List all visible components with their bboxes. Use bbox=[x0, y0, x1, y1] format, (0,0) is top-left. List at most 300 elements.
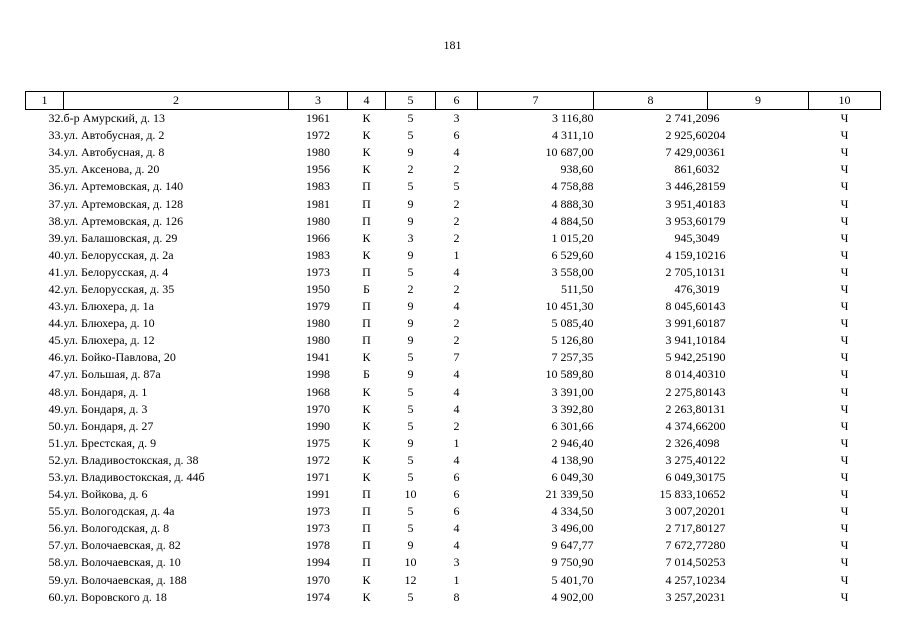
table-row bbox=[26, 315, 881, 332]
table-cell-col8: 476,30 bbox=[674, 281, 708, 296]
table-row bbox=[26, 127, 881, 144]
table-cell-col8: 3 953,60 bbox=[665, 213, 708, 228]
table-cell-col6: 8 bbox=[453, 589, 460, 604]
table-cell-col2: ул. Бондаря, д. 3 bbox=[63, 401, 148, 416]
table-cell-col2: ул. Волочаевская, д. 188 bbox=[63, 572, 187, 587]
table-cell-col4: К bbox=[362, 162, 371, 177]
table-cell-col4: К bbox=[362, 435, 371, 450]
table-cell-col4: П bbox=[362, 555, 371, 570]
table-cell-col5: 5 bbox=[407, 470, 414, 485]
table-cell-col2: ул. Белорусская, д. 35 bbox=[63, 281, 175, 296]
table-cell-col5: 5 bbox=[407, 384, 414, 399]
table-cell-col1: 49. bbox=[48, 401, 64, 416]
table-cell-col3: 1994 bbox=[306, 555, 330, 570]
table-cell-col7: 4 311,10 bbox=[551, 128, 594, 143]
table-cell-col4: П bbox=[362, 521, 371, 536]
table-cell-col7: 5 126,80 bbox=[551, 333, 594, 348]
table-cell-col3: 1973 bbox=[306, 521, 330, 536]
table-row bbox=[26, 195, 881, 212]
table-cell-col9: 201 bbox=[707, 504, 726, 519]
table-cell-col6: 4 bbox=[453, 145, 460, 160]
table-cell-col2: ул. Артемовская, д. 126 bbox=[63, 213, 184, 228]
table-row bbox=[26, 503, 881, 520]
table-cell-col4: Б bbox=[363, 367, 370, 382]
table-cell-col1: 54. bbox=[48, 487, 64, 502]
table-cell-col10: Ч bbox=[840, 572, 849, 587]
table-cell-col7: 4 138,90 bbox=[551, 452, 594, 467]
table-cell-col7: 6 529,60 bbox=[551, 247, 594, 262]
table-cell-col3: 1961 bbox=[306, 111, 330, 126]
table-cell-col4: К bbox=[362, 470, 371, 485]
table-cell-col2: ул. Балашовская, д. 29 bbox=[63, 230, 178, 245]
table-cell-col1: 40. bbox=[48, 247, 64, 262]
table-cell-col3: 1981 bbox=[306, 196, 330, 211]
table-cell-col1: 60. bbox=[48, 589, 64, 604]
table-cell-col3: 1980 bbox=[306, 145, 330, 160]
table-cell-col9: 98 bbox=[707, 435, 720, 450]
table-cell-col2: ул. Блюхера, д. 1а bbox=[63, 299, 154, 314]
column-header-3: 3 bbox=[289, 92, 348, 110]
table-cell-col2: ул. Бондаря, д. 1 bbox=[63, 384, 148, 399]
table-cell-col2: ул. Белорусская, д. 4 bbox=[63, 264, 169, 279]
table-cell-col10: Ч bbox=[840, 418, 849, 433]
table-cell-col6: 2 bbox=[453, 213, 460, 228]
table-cell-col2: б-р Амурский, д. 13 bbox=[63, 111, 165, 126]
table-cell-col3: 1990 bbox=[306, 418, 330, 433]
table-cell-col1: 34. bbox=[48, 145, 64, 160]
table-cell-col8: 3 991,60 bbox=[665, 316, 708, 331]
table-cell-col8: 8 045,60 bbox=[665, 299, 708, 314]
table-cell-col5: 2 bbox=[407, 162, 414, 177]
table-cell-col2: ул. Владивостокская, д. 44б bbox=[63, 470, 205, 485]
table-cell-col8: 4 257,10 bbox=[665, 572, 708, 587]
table-cell-col8: 945,30 bbox=[674, 230, 708, 245]
table-row bbox=[26, 537, 881, 554]
table-row bbox=[26, 332, 881, 349]
table-cell-col3: 1980 bbox=[306, 213, 330, 228]
table-cell-col9: 122 bbox=[707, 452, 726, 467]
table-cell-col10: Ч bbox=[840, 281, 849, 296]
table-cell-col10: Ч bbox=[840, 470, 849, 485]
table-cell-col7: 938,60 bbox=[560, 162, 594, 177]
table-cell-col7: 5 401,70 bbox=[551, 572, 594, 587]
table-cell-col2: ул. Артемовская, д. 140 bbox=[63, 179, 184, 194]
table-cell-col8: 2 263,80 bbox=[665, 401, 708, 416]
table-cell-col9: 310 bbox=[707, 367, 726, 382]
table-cell-col8: 3 257,20 bbox=[665, 589, 708, 604]
column-header-9: 9 bbox=[708, 92, 809, 110]
table-cell-col4: К bbox=[362, 350, 371, 365]
table-cell-col8: 4 159,10 bbox=[665, 247, 708, 262]
table-cell-col2: ул. Бойко-Павлова, 20 bbox=[63, 350, 176, 365]
column-header-10: 10 bbox=[809, 92, 881, 110]
table-cell-col9: 190 bbox=[707, 350, 726, 365]
table-cell-col7: 3 116,80 bbox=[551, 111, 594, 126]
table-cell-col3: 1956 bbox=[306, 162, 330, 177]
table-cell-col6: 2 bbox=[453, 230, 460, 245]
table-cell-col7: 4 334,50 bbox=[551, 504, 594, 519]
table-cell-col3: 1972 bbox=[306, 452, 330, 467]
table-cell-col7: 21 339,50 bbox=[545, 487, 594, 502]
table-cell-col1: 36. bbox=[48, 179, 64, 194]
table-cell-col7: 1 015,20 bbox=[551, 230, 594, 245]
table-cell-col5: 5 bbox=[407, 521, 414, 536]
table-cell-col3: 1991 bbox=[306, 487, 330, 502]
table-cell-col5: 9 bbox=[407, 316, 414, 331]
table-body bbox=[26, 110, 881, 606]
column-header-6: 6 bbox=[436, 92, 478, 110]
table-cell-col8: 2 705,10 bbox=[665, 264, 708, 279]
table-cell-col5: 5 bbox=[407, 589, 414, 604]
table-cell-col6: 3 bbox=[453, 555, 460, 570]
table-cell-col8: 6 049,30 bbox=[665, 470, 708, 485]
table-cell-col1: 43. bbox=[48, 299, 64, 314]
table-cell-col6: 2 bbox=[453, 418, 460, 433]
table-cell-col10: Ч bbox=[840, 538, 849, 553]
table-cell-col8: 3 951,40 bbox=[665, 196, 708, 211]
table-cell-col3: 1970 bbox=[306, 401, 330, 416]
table-row bbox=[26, 144, 881, 161]
table-cell-col1: 41. bbox=[48, 264, 64, 279]
table-cell-col3: 1941 bbox=[306, 350, 330, 365]
table-cell-col6: 4 bbox=[453, 299, 460, 314]
table-cell-col2: ул. Большая, д. 87а bbox=[63, 367, 161, 382]
table-cell-col9: 184 bbox=[707, 333, 726, 348]
table-cell-col7: 9 647,77 bbox=[551, 538, 594, 553]
table-cell-col5: 5 bbox=[407, 504, 414, 519]
table-row bbox=[26, 469, 881, 486]
table-cell-col6: 2 bbox=[453, 196, 460, 211]
table-cell-col5: 9 bbox=[407, 299, 414, 314]
table-cell-col3: 1971 bbox=[306, 470, 330, 485]
table-cell-col9: 361 bbox=[707, 145, 726, 160]
table-cell-col9: 159 bbox=[707, 179, 726, 194]
table-cell-col8: 3 446,28 bbox=[665, 179, 708, 194]
table-cell-col8: 4 374,66 bbox=[665, 418, 708, 433]
table-cell-col10: Ч bbox=[840, 162, 849, 177]
table-row bbox=[26, 230, 881, 247]
table-cell-col10: Ч bbox=[840, 128, 849, 143]
table-cell-col9: 19 bbox=[707, 281, 720, 296]
table-cell-col7: 2 946,40 bbox=[551, 435, 594, 450]
table-cell-col6: 4 bbox=[453, 538, 460, 553]
table-cell-col7: 4 902,00 bbox=[551, 589, 594, 604]
table-cell-col6: 3 bbox=[453, 111, 460, 126]
table-cell-col10: Ч bbox=[840, 350, 849, 365]
table-cell-col9: 127 bbox=[707, 521, 726, 536]
table-cell-col1: 46. bbox=[48, 350, 64, 365]
table-cell-col6: 7 bbox=[453, 350, 460, 365]
table-cell-col5: 9 bbox=[407, 213, 414, 228]
table-cell-col4: П bbox=[362, 264, 371, 279]
table-cell-col3: 1973 bbox=[306, 504, 330, 519]
table-cell-col6: 1 bbox=[453, 247, 460, 262]
table-cell-col2: ул. Воровского д. 18 bbox=[63, 589, 167, 604]
table-cell-col2: ул. Волочаевская, д. 10 bbox=[63, 555, 181, 570]
table-cell-col4: К bbox=[362, 145, 371, 160]
table-cell-col6: 1 bbox=[453, 572, 460, 587]
table-cell-col10: Ч bbox=[840, 384, 849, 399]
table-cell-col6: 6 bbox=[453, 487, 460, 502]
table-cell-col7: 6 049,30 bbox=[551, 470, 594, 485]
table-cell-col10: Ч bbox=[840, 230, 849, 245]
table-cell-col9: 131 bbox=[707, 401, 726, 416]
table-cell-col8: 2 275,80 bbox=[665, 384, 708, 399]
table-cell-col6: 5 bbox=[453, 179, 460, 194]
table-cell-col3: 1980 bbox=[306, 333, 330, 348]
table-cell-col5: 5 bbox=[407, 401, 414, 416]
table-cell-col2: ул. Волочаевская, д. 82 bbox=[63, 538, 181, 553]
table-cell-col2: ул. Войкова, д. 6 bbox=[63, 487, 148, 502]
table-cell-col3: 1950 bbox=[306, 281, 330, 296]
table-cell-col4: П bbox=[362, 196, 371, 211]
table-cell-col9: 187 bbox=[707, 316, 726, 331]
table-cell-col8: 2 717,80 bbox=[665, 521, 708, 536]
table-cell-col2: ул. Блюхера, д. 10 bbox=[63, 316, 155, 331]
table-cell-col1: 53. bbox=[48, 470, 64, 485]
table-cell-col3: 1978 bbox=[306, 538, 330, 553]
table-cell-col1: 48. bbox=[48, 384, 64, 399]
table-cell-col5: 5 bbox=[407, 179, 414, 194]
table-row bbox=[26, 572, 881, 589]
table-cell-col2: ул. Владивостокская, д. 38 bbox=[63, 452, 199, 467]
table-row bbox=[26, 110, 881, 128]
table-cell-col1: 58. bbox=[48, 555, 64, 570]
table-cell-col1: 56. bbox=[48, 521, 64, 536]
table-cell-col5: 9 bbox=[407, 145, 414, 160]
table-cell-col3: 1998 bbox=[306, 367, 330, 382]
table-cell-col5: 5 bbox=[407, 418, 414, 433]
table-cell-col6: 6 bbox=[453, 128, 460, 143]
table-cell-col6: 4 bbox=[453, 264, 460, 279]
column-header-4: 4 bbox=[348, 92, 386, 110]
table-cell-col9: 231 bbox=[707, 589, 726, 604]
table-row bbox=[26, 384, 881, 401]
table-cell-col5: 9 bbox=[407, 333, 414, 348]
table-row bbox=[26, 161, 881, 178]
table-cell-col3: 1975 bbox=[306, 435, 330, 450]
table-row bbox=[26, 520, 881, 537]
table-cell-col9: 204 bbox=[707, 128, 726, 143]
table-cell-col8: 7 429,00 bbox=[665, 145, 708, 160]
table-cell-col8: 8 014,40 bbox=[665, 367, 708, 382]
table-cell-col9: 175 bbox=[707, 470, 726, 485]
table-cell-col9: 96 bbox=[707, 111, 720, 126]
table-cell-col1: 45. bbox=[48, 333, 64, 348]
table-cell-col1: 33. bbox=[48, 128, 64, 143]
table-cell-col3: 1973 bbox=[306, 264, 330, 279]
table-cell-col5: 10 bbox=[404, 487, 417, 502]
table-row bbox=[26, 213, 881, 230]
table-cell-col8: 15 833,10 bbox=[659, 487, 708, 502]
table-cell-col2: ул. Аксенова, д. 20 bbox=[63, 162, 160, 177]
table-cell-col9: 216 bbox=[707, 247, 726, 262]
table-row bbox=[26, 589, 881, 606]
table-cell-col7: 4 758,88 bbox=[551, 179, 594, 194]
table-cell-col1: 52. bbox=[48, 452, 64, 467]
table-cell-col6: 4 bbox=[453, 452, 460, 467]
table-row bbox=[26, 452, 881, 469]
table-cell-col7: 3 392,80 bbox=[551, 401, 594, 416]
table-cell-col8: 2 925,60 bbox=[665, 128, 708, 143]
table-cell-col3: 1980 bbox=[306, 316, 330, 331]
table-cell-col1: 42. bbox=[48, 281, 64, 296]
table-row bbox=[26, 178, 881, 195]
table-cell-col4: К bbox=[362, 111, 371, 126]
table-cell-col2: ул. Артемовская, д. 128 bbox=[63, 196, 184, 211]
table-cell-col10: Ч bbox=[840, 589, 849, 604]
table-cell-col3: 1970 bbox=[306, 572, 330, 587]
table-cell-col5: 12 bbox=[404, 572, 417, 587]
table-cell-col1: 35. bbox=[48, 162, 64, 177]
table-cell-col7: 10 451,30 bbox=[545, 299, 594, 314]
table-cell-col4: К bbox=[362, 572, 371, 587]
table-cell-col2: ул. Блюхера, д. 12 bbox=[63, 333, 155, 348]
table-cell-col4: К bbox=[362, 230, 371, 245]
table-cell-col7: 4 888,30 bbox=[551, 196, 594, 211]
table-row bbox=[26, 281, 881, 298]
table-cell-col10: Ч bbox=[840, 247, 849, 262]
table-cell-col9: 131 bbox=[707, 264, 726, 279]
table-cell-col7: 10 687,00 bbox=[545, 145, 594, 160]
table-cell-col1: 55. bbox=[48, 504, 64, 519]
table-cell-col4: К bbox=[362, 418, 371, 433]
table-row bbox=[26, 401, 881, 418]
table-cell-col6: 6 bbox=[453, 470, 460, 485]
table-cell-col7: 3 391,00 bbox=[551, 384, 594, 399]
column-header-5: 5 bbox=[386, 92, 436, 110]
table-row bbox=[26, 264, 881, 281]
table-cell-col7: 511,50 bbox=[560, 281, 594, 296]
table-cell-col5: 5 bbox=[407, 111, 414, 126]
table-row bbox=[26, 366, 881, 383]
table-cell-col5: 2 bbox=[407, 281, 414, 296]
table-cell-col10: Ч bbox=[840, 521, 849, 536]
table-cell-col7: 5 085,40 bbox=[551, 316, 594, 331]
table-cell-col4: П bbox=[362, 213, 371, 228]
table-cell-col10: Ч bbox=[840, 316, 849, 331]
table-cell-col1: 59. bbox=[48, 572, 64, 587]
table-cell-col8: 7 672,77 bbox=[665, 538, 708, 553]
table-cell-col4: П bbox=[362, 316, 371, 331]
table-cell-col7: 7 257,35 bbox=[551, 350, 594, 365]
table-cell-col9: 49 bbox=[707, 230, 720, 245]
table-cell-col10: Ч bbox=[840, 179, 849, 194]
table-row bbox=[26, 418, 881, 435]
table-cell-col6: 4 bbox=[453, 384, 460, 399]
table-cell-col3: 1983 bbox=[306, 247, 330, 262]
table-cell-col4: П bbox=[362, 487, 371, 502]
table-cell-col10: Ч bbox=[840, 487, 849, 502]
table-cell-col2: ул. Автобусная, д. 8 bbox=[63, 145, 165, 160]
table-row bbox=[26, 435, 881, 452]
table-cell-col4: К bbox=[362, 589, 371, 604]
table-cell-col1: 57. bbox=[48, 538, 64, 553]
table-cell-col10: Ч bbox=[840, 145, 849, 160]
table-cell-col2: ул. Белорусская, д. 2а bbox=[63, 247, 174, 262]
table-cell-col7: 9 750,90 bbox=[551, 555, 594, 570]
table-cell-col4: К bbox=[362, 384, 371, 399]
table-cell-col4: К bbox=[362, 128, 371, 143]
table-cell-col6: 4 bbox=[453, 401, 460, 416]
table-cell-col10: Ч bbox=[840, 299, 849, 314]
table-row bbox=[26, 298, 881, 315]
table-row bbox=[26, 247, 881, 264]
column-header-7: 7 bbox=[478, 92, 594, 110]
table-cell-col5: 9 bbox=[407, 435, 414, 450]
table-cell-col5: 5 bbox=[407, 452, 414, 467]
table-cell-col6: 2 bbox=[453, 333, 460, 348]
table-cell-col2: ул. Вологодская, д. 4а bbox=[63, 504, 175, 519]
table-cell-col4: П bbox=[362, 299, 371, 314]
table-cell-col5: 10 bbox=[404, 555, 417, 570]
table-cell-col5: 3 bbox=[407, 230, 414, 245]
table-cell-col10: Ч bbox=[840, 401, 849, 416]
table-cell-col8: 7 014,50 bbox=[665, 555, 708, 570]
table-cell-col8: 3 275,40 bbox=[665, 452, 708, 467]
table-cell-col9: 143 bbox=[707, 299, 726, 314]
table-cell-col6: 2 bbox=[453, 162, 460, 177]
table-cell-col5: 5 bbox=[407, 264, 414, 279]
table-cell-col9: 32 bbox=[707, 162, 720, 177]
table-cell-col3: 1972 bbox=[306, 128, 330, 143]
table-cell-col9: 183 bbox=[707, 196, 726, 211]
table-cell-col10: Ч bbox=[840, 213, 849, 228]
table-cell-col9: 253 bbox=[707, 555, 726, 570]
table-cell-col10: Ч bbox=[840, 264, 849, 279]
table-cell-col2: ул. Вологодская, д. 8 bbox=[63, 521, 170, 536]
table-cell-col10: Ч bbox=[840, 333, 849, 348]
column-header-1: 1 bbox=[26, 92, 64, 110]
table-cell-col3: 1966 bbox=[306, 230, 330, 245]
table-cell-col3: 1979 bbox=[306, 299, 330, 314]
table-cell-col2: ул. Брестская, д. 9 bbox=[63, 435, 157, 450]
table-cell-col7: 3 496,00 bbox=[551, 521, 594, 536]
table-cell-col1: 37. bbox=[48, 196, 64, 211]
table-cell-col4: П bbox=[362, 179, 371, 194]
table-cell-col10: Ч bbox=[840, 435, 849, 450]
table-cell-col9: 179 bbox=[707, 213, 726, 228]
column-header-8: 8 bbox=[594, 92, 708, 110]
table-cell-col1: 50. bbox=[48, 418, 64, 433]
table-cell-col1: 32. bbox=[48, 111, 64, 126]
table-cell-col8: 2 326,40 bbox=[665, 435, 708, 450]
table-cell-col8: 3 941,10 bbox=[665, 333, 708, 348]
table-cell-col9: 143 bbox=[707, 384, 726, 399]
table-cell-col8: 5 942,25 bbox=[665, 350, 708, 365]
table-cell-col7: 3 558,00 bbox=[551, 264, 594, 279]
table-cell-col7: 4 884,50 bbox=[551, 213, 594, 228]
table-cell-col4: П bbox=[362, 504, 371, 519]
table-cell-col1: 39. bbox=[48, 230, 64, 245]
table-cell-col10: Ч bbox=[840, 555, 849, 570]
table-cell-col9: 280 bbox=[707, 538, 726, 553]
table-cell-col10: Ч bbox=[840, 367, 849, 382]
table-cell-col4: Б bbox=[363, 281, 370, 296]
table-cell-col5: 9 bbox=[407, 367, 414, 382]
table-cell-col2: ул. Бондаря, д. 27 bbox=[63, 418, 154, 433]
table-cell-col1: 44. bbox=[48, 316, 64, 331]
table-cell-col4: К bbox=[362, 401, 371, 416]
table-cell-col4: К bbox=[362, 452, 371, 467]
table-cell-col6: 4 bbox=[453, 367, 460, 382]
table-cell-col4: К bbox=[362, 247, 371, 262]
table-cell-col10: Ч bbox=[840, 111, 849, 126]
table-cell-col4: П bbox=[362, 538, 371, 553]
table-cell-col10: Ч bbox=[840, 504, 849, 519]
table-cell-col7: 6 301,66 bbox=[551, 418, 594, 433]
table-cell-col9: 234 bbox=[707, 572, 726, 587]
